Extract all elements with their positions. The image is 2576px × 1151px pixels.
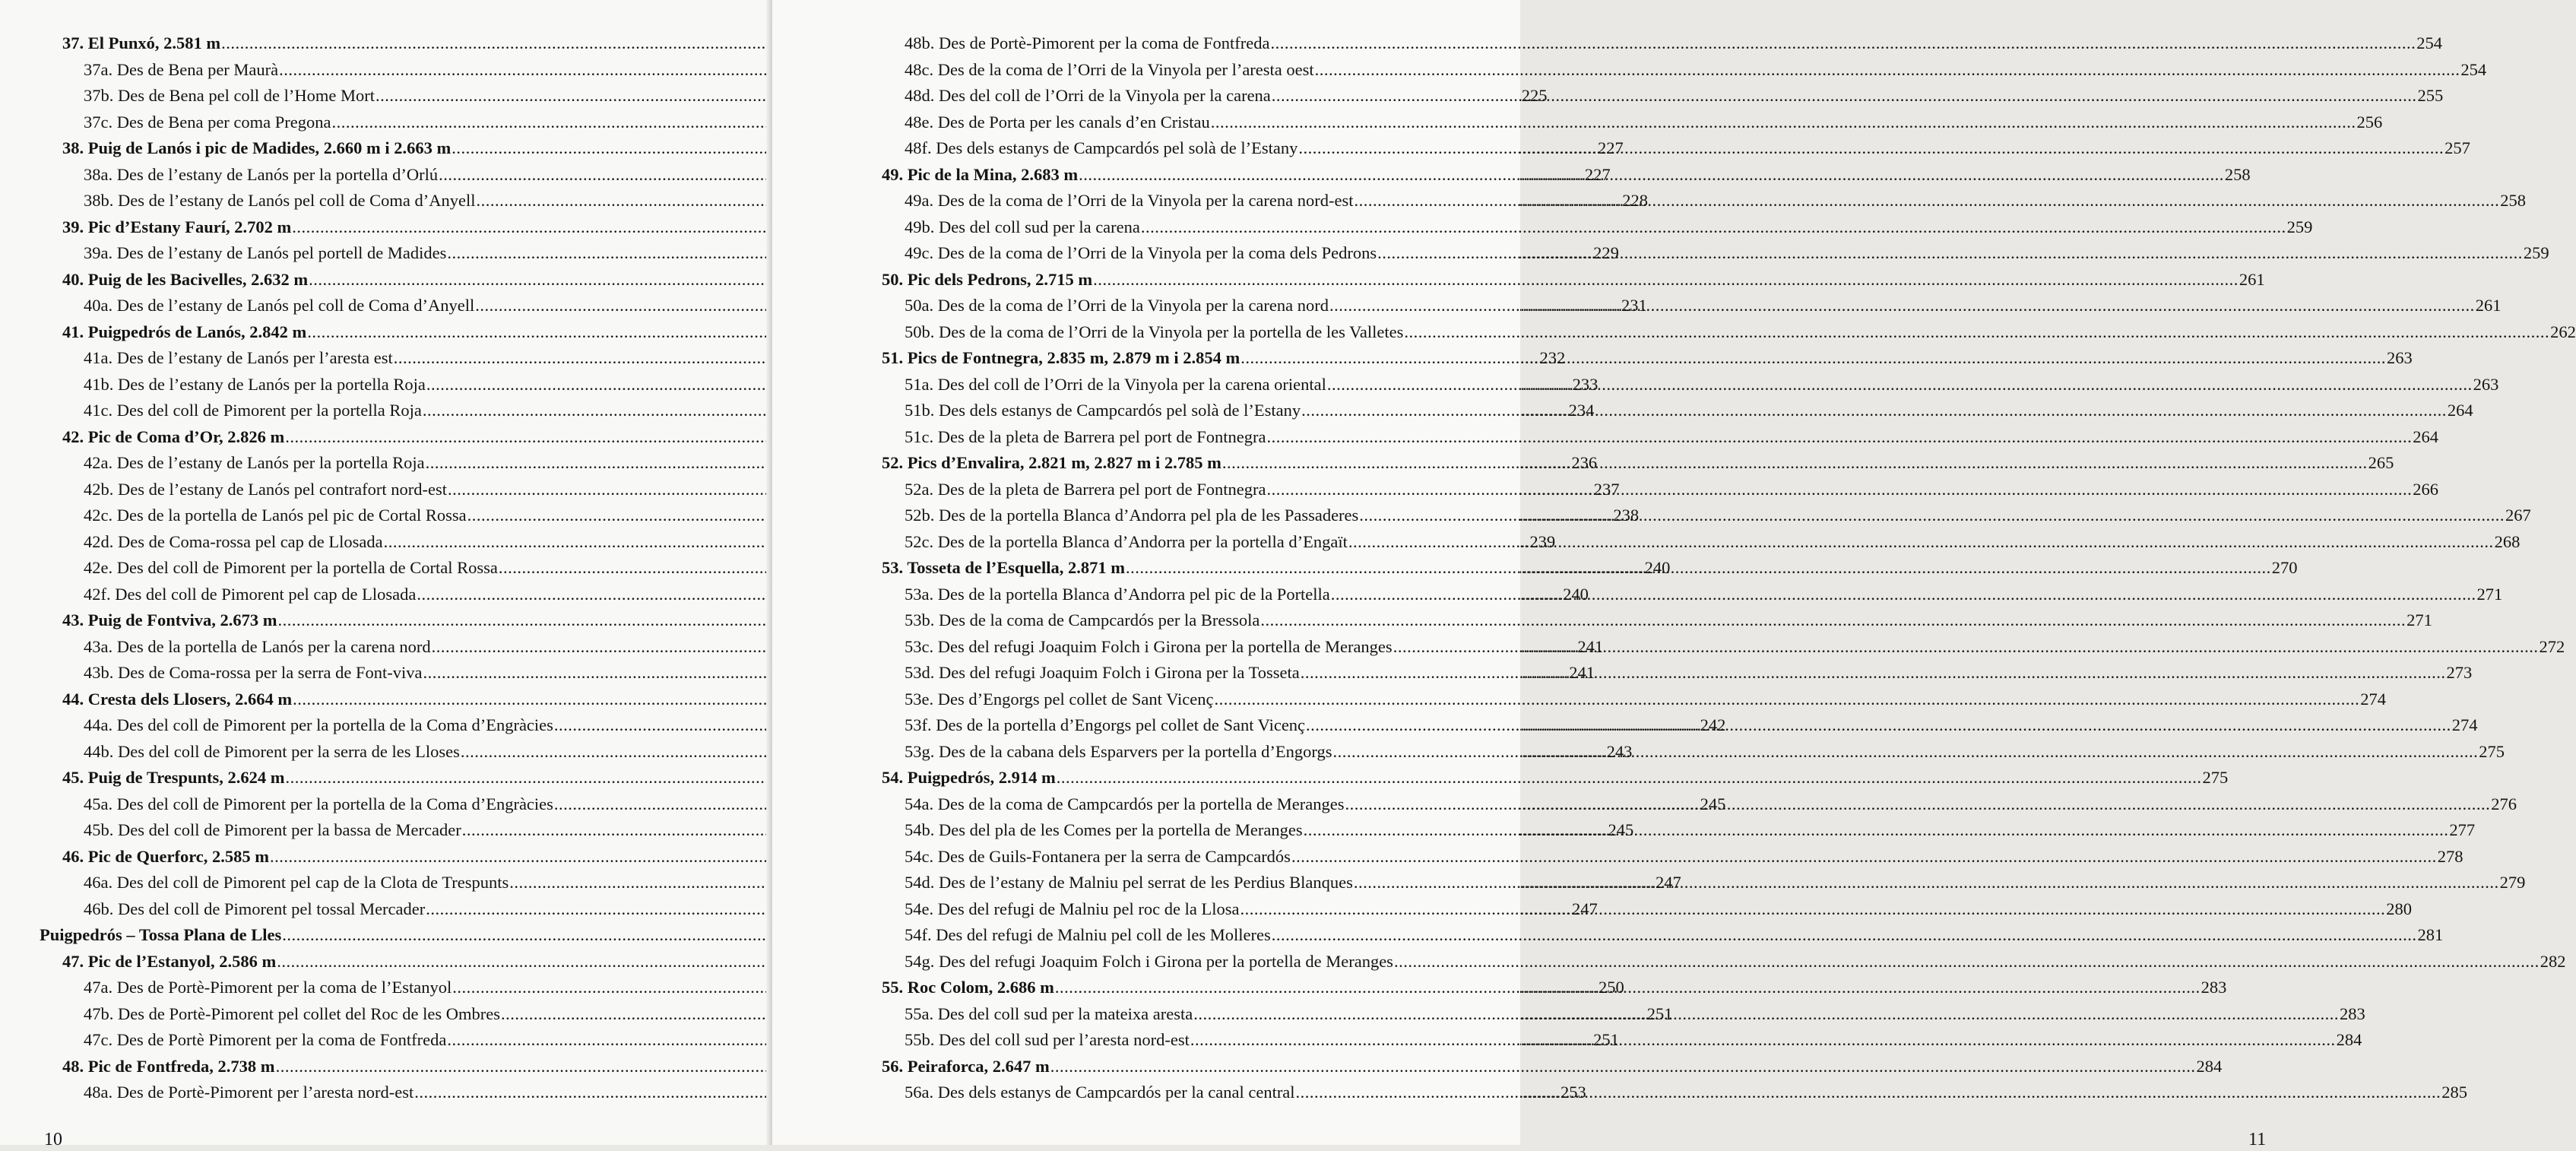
toc-entry-title: 45a. Des del coll de Pimorent per la portella de la Coma d’Engràcies [84, 794, 553, 813]
toc-entry-title: 47a. Des de Portè-Pimorent per la coma de l’Estanyol [84, 978, 452, 997]
toc-dot-leader [1377, 240, 2523, 267]
toc-route-entry [868, 844, 2464, 870]
toc-dot-leader [1093, 267, 2239, 293]
toc-entry-page: 253 [1560, 1083, 1586, 1102]
toc-entry-title: 50b. Des de la coma de l’Orri de la Vinyola per la portella de les Valletes [905, 322, 1404, 341]
toc-dot-leader [1266, 477, 2412, 503]
toc-entry-title: 53e. Des d’Engorgs pel collet de Sant Vicenç [905, 689, 1214, 709]
toc-entry-page: 267 [2505, 506, 2531, 525]
toc-peak-entry [40, 424, 654, 451]
toc-entry-title: 49a. Des de la coma de l’Orri de la Vinyola per la carena nord-est [905, 191, 1354, 210]
toc-entry-page: 231 [1621, 296, 1647, 315]
toc-dot-leader [1141, 214, 2286, 241]
toc-dot-leader [1306, 712, 2451, 739]
toc-dot-leader [1079, 162, 2224, 189]
toc-entry-page: 250 [1598, 978, 1624, 997]
toc-entry-title: 53c. Des del refugi Joaquim Folch i Girona per la portella de Meranges [905, 636, 1393, 656]
toc-entry-page: 264 [2413, 426, 2438, 446]
toc-entry-title: 54d. Des de l’estany de Malniu pel serrat de les Perdius Blanques [905, 873, 1353, 892]
toc-entry-title: 50. Pic dels Pedrons, 2.715 m [882, 269, 1093, 289]
toc-entry-title: 39. Pic d’Estany Faurí, 2.702 m [62, 217, 292, 236]
toc-entry-title: 56. Peiraforca, 2.647 m [882, 1056, 1050, 1076]
toc-dot-leader [1301, 660, 2446, 686]
toc-entry-title: 49c. Des de la coma de l’Orri de la Vinyola per la coma dels Pedrons [905, 243, 1377, 262]
toc-route-entry [868, 30, 2442, 57]
toc-entry-title: 46a. Des del coll de Pimorent pel cap de la Clota de Trespunts [84, 873, 509, 892]
toc-entry-title: 54g. Des del refugi Joaquim Folch i Girona per la portella de Meranges [905, 951, 1393, 971]
toc-entry-title: 38a. Des de l’estany de Lanós per la portella d’Orlú [84, 164, 439, 184]
toc-peak-entry [40, 30, 654, 57]
toc-entry-title: Puigpedrós – Tossa Plana de Lles [40, 925, 282, 944]
toc-entry-title: 48f. Des dels estanys de Campcardós pel solà de l’Estany [905, 138, 1298, 157]
toc-dot-leader [1333, 739, 2479, 766]
toc-entry-title: 43. Puig de Fontviva, 2.673 m [62, 610, 277, 629]
toc-dot-leader [1404, 319, 2549, 346]
toc-dot-leader [1050, 1054, 2196, 1080]
toc-entry-page: 268 [2494, 531, 2521, 551]
toc-entry-page: 240 [1644, 558, 1671, 577]
toc-route-entry [40, 57, 654, 84]
toc-entry-title: 42e. Des del coll de Pimorent per la portella de Cortal Rossa [84, 558, 498, 577]
toc-peak-entry [40, 607, 654, 634]
toc-entry-title: 53. Tosseta de l’Esquella, 2.871 m [882, 558, 1126, 577]
toc-entry-title: 53b. Des de la coma de Campcardós per la Bressola [905, 610, 1260, 629]
toc-dot-leader [1354, 188, 2499, 214]
toc-dot-leader [1348, 529, 2494, 556]
toc-entry-title: 52b. Des de la portella Blanca d’Andorra pel pla de les Passaderes [905, 506, 1359, 525]
toc-entry-title: 42b. Des de l’estany de Lanós pel contrafort nord-est [84, 479, 447, 499]
toc-entry-page: 271 [2406, 610, 2432, 629]
toc-entry-title: 52a. Des de la pleta de Barrera pel port de Fontnegra [905, 479, 1266, 499]
toc-entry-title: 49. Pic de la Mina, 2.683 m [882, 164, 1079, 184]
toc-entry-title: 48a. Des de Portè-Pimorent per l’aresta nord-est [84, 1083, 414, 1102]
toc-entry-title: 42f. Des del coll de Pimorent pel cap de Llosada [84, 584, 417, 604]
toc-entry-title: 55b. Des del coll sud per l’aresta nord-est [905, 1030, 1190, 1049]
toc-dot-leader [1301, 398, 2447, 424]
toc-dot-leader [1272, 922, 2417, 949]
toc-route-entry [868, 57, 2487, 84]
toc-entry-title: 48b. Des de Portè-Pimorent per la coma de Fontfreda [905, 33, 1270, 52]
toc-entry-page: 254 [2460, 59, 2487, 79]
toc-entry-title: 53a. Des de la portella Blanca d’Andorra pel pic de la Portella [905, 584, 1330, 604]
toc-entry-title: 40. Puig de les Bacivelles, 2.632 m [62, 269, 309, 289]
toc-entry-page: 255 [2417, 86, 2444, 105]
page-number-right: 11 [2248, 1130, 2267, 1149]
toc-entry-title: 53g. Des de la cabana dels Esparvers per la portella d’Engorgs [905, 741, 1332, 761]
toc-entry-title: 41. Puigpedrós de Lanós, 2.842 m [62, 322, 307, 341]
toc-dot-leader [1291, 844, 2437, 870]
toc-peak-entry [40, 765, 654, 791]
toc-entry-page: 265 [2368, 453, 2394, 472]
toc-entry-title: 53d. Des del refugi Joaquim Folch i Girona per la Tosseta [905, 663, 1300, 682]
toc-entry-title: 45b. Des del coll de Pimorent per la bassa de Mercader [84, 820, 461, 839]
toc-dot-leader [1214, 686, 2359, 713]
toc-entry-page: 238 [1613, 506, 1640, 525]
toc-dot-leader [1393, 634, 2539, 661]
toc-entry-page: 229 [1593, 243, 1619, 262]
toc-dot-leader [1354, 870, 2499, 896]
toc-entry-page: 273 [2446, 663, 2473, 682]
toc-peak-entry [40, 1054, 654, 1080]
toc-entry-page: 227 [1584, 164, 1611, 184]
toc-entry-page: 256 [2356, 112, 2383, 132]
toc-dot-leader [1211, 109, 2356, 136]
toc-peak-entry [40, 844, 654, 870]
toc-entry-page: 279 [2499, 873, 2526, 892]
toc-route-entry [868, 109, 2383, 136]
toc-entry-title: 38b. Des de l’estany de Lanós pel coll de Coma d’Anyell [84, 191, 476, 210]
toc-entry-title: 44. Cresta dels Llosers, 2.664 m [62, 689, 293, 709]
toc-entry-page: 237 [1593, 479, 1620, 499]
toc-dot-leader [1327, 372, 2473, 398]
toc-route-entry [868, 922, 2444, 949]
toc-entry-page: 232 [1539, 348, 1566, 367]
toc-peak-entry [868, 267, 2265, 293]
toc-entry-page: 241 [1569, 663, 1595, 682]
toc-entry-page: 284 [2196, 1056, 2223, 1076]
toc-entry-page: 257 [2445, 138, 2470, 157]
toc-entry-page: 240 [1563, 584, 1589, 604]
toc-entry-title: 37a. Des de Bena per Maurà [84, 59, 279, 79]
toc-entry-title: 43a. Des de la portella de Lanós per la carena nord [84, 636, 431, 656]
toc-entry-title: 49b. Des del coll sud per la carena [905, 217, 1140, 236]
toc-entry-title: 52c. Des de la portella Blanca d’Andorra per la portella d’Engaït [905, 531, 1348, 551]
toc-peak-entry [868, 765, 2229, 791]
toc-entry-title: 53f. Des de la portella d’Engorgs pel collet de Sant Vicenç [905, 715, 1306, 734]
toc-entry-page: 274 [2451, 715, 2478, 734]
toc-dot-leader [1055, 975, 2201, 1001]
toc-entry-page: 280 [2386, 899, 2412, 918]
toc-entry-title: 48. Pic de Fontfreda, 2.738 m [62, 1056, 275, 1076]
toc-dot-leader [1329, 293, 2475, 319]
toc-entry-page: 281 [2417, 925, 2444, 944]
toc-entry-page: 251 [1593, 1030, 1619, 1049]
toc-route-entry [868, 949, 2566, 975]
toc-entry-page: 242 [1700, 715, 1726, 734]
toc-dot-leader [1240, 896, 2385, 923]
toc-route-entry [868, 607, 2432, 634]
toc-dot-leader [1304, 817, 2449, 844]
toc-entry-page: 275 [2479, 741, 2505, 761]
toc-entry-page: 228 [1622, 191, 1648, 210]
toc-entry-page: 272 [2539, 636, 2565, 656]
toc-entry-page: 264 [2447, 401, 2473, 420]
toc-dot-leader [1298, 135, 2444, 162]
toc-entry-page: 263 [2473, 374, 2499, 394]
toc-entry-title: 39a. Des de l’estany de Lanós pel portell de Madides [84, 243, 447, 262]
toc-entry-title: 41c. Des del coll de Pimorent per la portella Roja [84, 401, 422, 420]
toc-entry-page: 276 [2491, 794, 2517, 813]
toc-route-entry [868, 686, 2386, 713]
toc-entry-title: 37c. Des de Bena per coma Pregona [84, 112, 331, 132]
toc-entry-page: 262 [2550, 322, 2576, 341]
toc-dot-leader [1240, 345, 2386, 372]
toc-entry-page: 275 [2202, 768, 2229, 787]
toc-entry-title: 48d. Des del coll de l’Orri de la Vinyola per la carena [905, 86, 1271, 105]
toc-entry-page: 247 [1656, 873, 1681, 892]
toc-entry-page: 263 [2386, 348, 2413, 367]
toc-entry-title: 51. Pics de Fontnegra, 2.835 m, 2.879 m i 2.854 m [882, 348, 1240, 367]
toc-dot-leader [1193, 1001, 2339, 1028]
toc-entry-page: 225 [1521, 86, 1548, 105]
toc-entry-page: 254 [2416, 33, 2442, 52]
toc-entry-page: 236 [1571, 453, 1598, 472]
toc-entry-title: 46. Pic de Querforc, 2.585 m [62, 846, 270, 866]
toc-entry-page: 227 [1598, 138, 1624, 157]
toc-entry-page: 234 [1568, 401, 1595, 420]
toc-entry-page: 261 [2475, 296, 2502, 315]
toc-entry-page: 283 [2339, 1004, 2365, 1023]
toc-dot-leader [1222, 450, 2368, 477]
toc-entry-title: 44b. Des del coll de Pimorent per la serra de les Lloses [84, 741, 460, 761]
toc-dot-leader [1345, 791, 2491, 818]
toc-entry-title: 54e. Des del refugi de Malniu pel roc de la Llosa [905, 899, 1240, 918]
toc-entry-page: 258 [2224, 164, 2251, 184]
toc-entry-title: 47c. Des de Portè Pimorent per la coma de Fontfreda [84, 1030, 447, 1049]
toc-dot-leader [1272, 83, 2417, 109]
toc-entry-title: 43b. Des de Coma-rossa per la serra de Font-viva [84, 663, 423, 682]
toc-route-entry [868, 319, 2576, 346]
toc-dot-leader [1331, 582, 2476, 608]
toc-entry-title: 54b. Des del pla de les Comes per la portella de Meranges [905, 820, 1303, 839]
toc-route-entry [868, 424, 2438, 451]
toc-peak-entry [868, 1054, 2223, 1080]
toc-dot-leader [1260, 607, 2406, 634]
toc-entry-title: 42d. Des de Coma-rossa pel cap de Llosada [84, 531, 383, 551]
toc-dot-leader [1190, 1027, 2336, 1054]
toc-entry-title: 45. Puig de Trespunts, 2.624 m [62, 768, 285, 787]
toc-entry-page: 283 [2201, 978, 2227, 997]
toc-entry-title: 37b. Des de Bena pel coll de l’Home Mort [84, 86, 375, 105]
toc-entry-page: 245 [1608, 820, 1634, 839]
toc-entry-page: 258 [2500, 191, 2526, 210]
toc-entry-title: 51b. Des dels estanys de Campcardós pel solà de l’Estany [905, 401, 1301, 420]
toc-entry-page: 259 [2523, 243, 2549, 262]
toc-entry-title: 48c. Des de la coma de l’Orri de la Vinyola per l’aresta oest [905, 59, 1314, 79]
toc-entry-page: 266 [2413, 479, 2438, 499]
toc-entry-title: 44a. Des del coll de Pimorent per la portella de la Coma d’Engràcies [84, 715, 553, 734]
toc-section-entry [40, 922, 654, 949]
toc-entry-title: 51a. Des del coll de l’Orri de la Vinyola per la carena oriental [905, 374, 1326, 394]
toc-peak-entry [40, 686, 654, 713]
toc-entry-title: 48e. Des de Porta per les canals d’en Cristau [905, 112, 1210, 132]
toc-entry-title: 37. El Punxó, 2.581 m [62, 33, 221, 52]
toc-entry-page: 259 [2286, 217, 2313, 236]
toc-entry-page: 277 [2449, 820, 2476, 839]
toc-entry-title: 40a. Des de l’estany de Lanós pel coll de Coma d’Anyell [84, 296, 475, 315]
toc-entry-page: 251 [1646, 1004, 1673, 1023]
toc-route-entry [868, 214, 2313, 241]
toc-entry-title: 55a. Des del coll sud per la mateixa aresta [905, 1004, 1193, 1023]
toc-entry-page: 241 [1577, 636, 1604, 656]
toc-dot-leader [1359, 503, 2505, 529]
toc-peak-entry [40, 267, 654, 293]
toc-entry-title: 42c. Des de la portella de Lanós pel pic de Cortal Rossa [84, 506, 467, 525]
toc-entry-title: 54c. Des de Guils-Fontanera per la serra de Campcardós [905, 846, 1291, 866]
toc-dot-leader [1271, 30, 2416, 57]
toc-entry-page: 247 [1572, 899, 1598, 918]
toc-entry-title: 42a. Des de l’estany de Lanós per la portella Roja [84, 453, 425, 472]
toc-entry-page: 261 [2239, 269, 2265, 289]
toc-entry-title: 52. Pics d’Envalira, 2.821 m, 2.827 m i 2.785 m [882, 453, 1221, 472]
toc-entry-page: 243 [1606, 741, 1633, 761]
toc-entry-page: 239 [1529, 531, 1556, 551]
toc-entry-title: 42. Pic de Coma d’Or, 2.826 m [62, 426, 285, 446]
toc-entry-title: 41b. Des de l’estany de Lanós per la portella Roja [84, 374, 426, 394]
toc-entry-title: 41a. Des de l’estany de Lanós per l’aresta est [84, 348, 393, 367]
toc-entry-title: 56a. Des dels estanys de Campcardós per la canal central [905, 1083, 1295, 1102]
toc-peak-entry [40, 214, 654, 241]
toc-dot-leader [1394, 949, 2540, 975]
toc-entry-page: 284 [2336, 1030, 2362, 1049]
toc-entry-title: 47b. Des de Portè-Pimorent pel collet del Roc de les Ombres [84, 1004, 500, 1023]
toc-entry-title: 55. Roc Colom, 2.686 m [882, 978, 1054, 997]
toc-entry-title: 51c. Des de la pleta de Barrera pel port de Fontnegra [905, 426, 1266, 446]
toc-dot-leader [1296, 1080, 2441, 1106]
toc-entry-page: 285 [2441, 1083, 2468, 1102]
toc-entry-page: 271 [2476, 584, 2503, 604]
toc-dot-leader [1315, 57, 2460, 84]
toc-peak-entry [40, 319, 654, 346]
toc-entry-page: 278 [2437, 846, 2464, 866]
page-number-left: 10 [44, 1130, 62, 1149]
toc-dot-leader [1126, 555, 2271, 582]
toc-entry-title: 54a. Des de la coma de Campcardós per la portella de Meranges [905, 794, 1345, 813]
toc-entry-page: 282 [2540, 951, 2566, 971]
toc-entry-title: 50a. Des de la coma de l’Orri de la Vinyola per la carena nord [905, 296, 1329, 315]
toc-entry-page: 274 [2360, 689, 2386, 709]
toc-entry-page: 245 [1700, 794, 1726, 813]
toc-entry-title: 54. Puigpedrós, 2.914 m [882, 768, 1056, 787]
toc-entry-page: 270 [2271, 558, 2298, 577]
toc-entry-title: 54f. Des del refugi de Malniu pel coll de les Molleres [905, 925, 1271, 944]
toc-dot-leader [1057, 765, 2202, 791]
toc-entry-title: 46b. Des del coll de Pimorent pel tossal Mercader [84, 899, 426, 918]
toc-peak-entry [40, 949, 654, 975]
toc-route-entry [40, 109, 654, 136]
toc-entry-title: 47. Pic de l’Estanyol, 2.586 m [62, 951, 277, 971]
toc-dot-leader [1266, 424, 2412, 451]
toc-entry-title: 38. Puig de Lanós i pic de Madides, 2.660 m i 2.663 m [62, 138, 452, 157]
toc-entry-page: 233 [1572, 374, 1599, 394]
